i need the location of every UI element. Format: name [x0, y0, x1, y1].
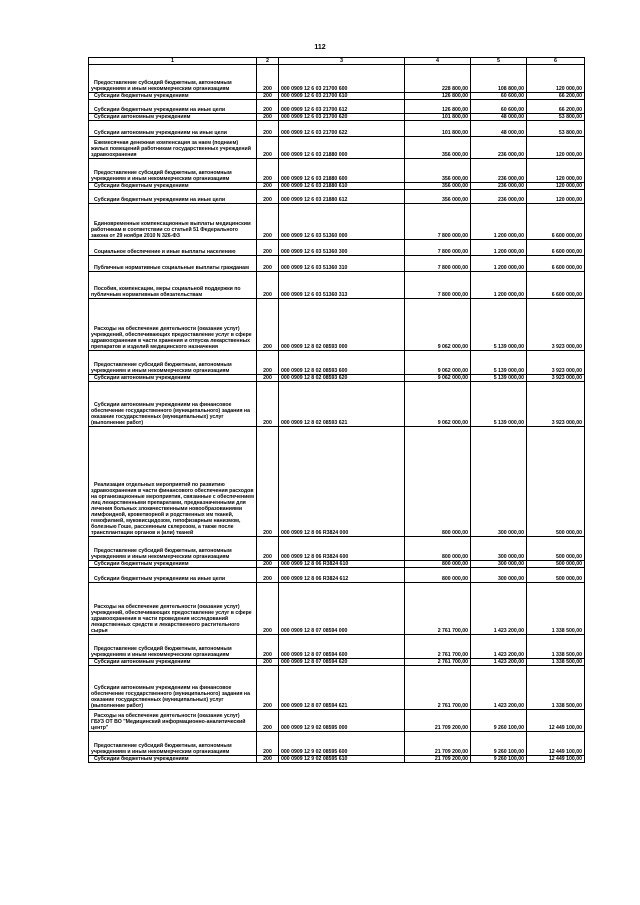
row-value-col4: 126 800,00	[405, 93, 471, 100]
table-row	[89, 190, 585, 204]
row-value-col6: 12 449 100,00	[527, 756, 585, 763]
row-value-col5: 60 600,00	[471, 100, 527, 114]
row-value-col4: 2 761 700,00	[405, 635, 471, 659]
table-row	[89, 710, 585, 732]
row-name: Предоставление субсидий бюджетным, автономным учреждениям и иным некоммерческим организациям	[89, 65, 257, 93]
table-row	[89, 537, 585, 561]
row-code: 200	[257, 666, 279, 710]
row-code: 200	[257, 121, 279, 137]
table-row	[89, 240, 585, 256]
row-value-col4: 101 800,00	[405, 114, 471, 121]
row-kbk: 000 0909 12 6 03 21700 610	[279, 93, 405, 100]
page-number: 112	[314, 44, 326, 51]
table-row	[89, 427, 585, 537]
row-value-col4: 9 062 000,00	[405, 382, 471, 427]
row-value-col4: 800 000,00	[405, 427, 471, 537]
row-value-col5: 5 139 000,00	[471, 299, 527, 351]
row-value-col6: 1 338 500,00	[527, 666, 585, 710]
row-code: 200	[257, 100, 279, 114]
table-row	[89, 183, 585, 190]
row-value-col6: 120 000,00	[527, 183, 585, 190]
row-code: 200	[257, 114, 279, 121]
row-kbk: 000 0909 12 9 02 08595 600	[279, 732, 405, 756]
header-cell: 1	[89, 58, 257, 65]
table-row	[89, 114, 585, 121]
row-code: 200	[257, 65, 279, 93]
row-value-col5: 1 423 200,00	[471, 583, 527, 635]
table-row	[89, 351, 585, 375]
row-value-col4: 356 000,00	[405, 190, 471, 204]
table-row	[89, 583, 585, 635]
row-value-col6: 3 923 000,00	[527, 351, 585, 375]
row-name: Субсидии автономным учреждениям на финансовое обеспечение государственного (муниципального) задания на оказание государственных (муниципальных) услуг (выполнение работ)	[89, 382, 257, 427]
row-value-col6: 1 338 500,00	[527, 583, 585, 635]
row-kbk: 000 0909 12 6 03 51360 313	[279, 272, 405, 299]
row-value-col5: 1 200 000,00	[471, 256, 527, 272]
row-value-col4: 800 000,00	[405, 568, 471, 583]
row-kbk: 000 0909 12 6 03 21700 622	[279, 121, 405, 137]
row-value-col6: 6 600 000,00	[527, 256, 585, 272]
table-row	[89, 568, 585, 583]
row-value-col4: 2 761 700,00	[405, 659, 471, 666]
row-value-col6: 66 200,00	[527, 93, 585, 100]
row-name: Субсидии бюджетным учреждениям	[89, 756, 257, 763]
header-cell: 2	[257, 58, 279, 65]
row-kbk: 000 0909 12 6 03 21880 610	[279, 183, 405, 190]
row-value-col6: 53 800,00	[527, 121, 585, 137]
row-value-col4: 356 000,00	[405, 183, 471, 190]
table-row	[89, 375, 585, 382]
row-name: Предоставление субсидий бюджетным, автономным учреждениям и иным некоммерческим организациям	[89, 635, 257, 659]
row-code: 200	[257, 183, 279, 190]
row-value-col5: 1 423 200,00	[471, 666, 527, 710]
row-kbk: 000 0909 12 6 03 21700 620	[279, 114, 405, 121]
row-name: Субсидии автономным учреждениям	[89, 375, 257, 382]
table-row	[89, 93, 585, 100]
row-name: Расходы на обеспечение деятельности (оказание услуг) учреждений, обеспечивающих предоставление услуг в сфере здравоохранения в части хранения и отпуска лекарственных препаратов и изделий медицинского назначения	[89, 299, 257, 351]
row-value-col4: 21 709 200,00	[405, 710, 471, 732]
table-row	[89, 159, 585, 183]
table-row	[89, 659, 585, 666]
row-value-col5: 1 423 200,00	[471, 635, 527, 659]
row-value-col6: 6 600 000,00	[527, 204, 585, 240]
row-value-col6: 120 000,00	[527, 159, 585, 183]
row-value-col6: 12 449 100,00	[527, 732, 585, 756]
row-kbk: 000 0909 12 6 03 21700 600	[279, 65, 405, 93]
row-value-col6: 12 449 100,00	[527, 710, 585, 732]
row-kbk: 000 0909 12 8 02 08593 000	[279, 299, 405, 351]
row-name: Субсидии бюджетным учреждениям на иные цели	[89, 190, 257, 204]
row-value-col5: 236 000,00	[471, 137, 527, 159]
row-name: Субсидии бюджетным учреждениям на иные цели	[89, 568, 257, 583]
row-kbk: 000 0909 12 6 03 21880 000	[279, 137, 405, 159]
row-value-col5: 236 000,00	[471, 183, 527, 190]
row-kbk: 000 0909 12 9 02 08595 000	[279, 710, 405, 732]
row-value-col5: 5 139 000,00	[471, 382, 527, 427]
row-value-col6: 3 923 000,00	[527, 299, 585, 351]
row-code: 200	[257, 137, 279, 159]
row-code: 200	[257, 756, 279, 763]
row-value-col5: 108 800,00	[471, 65, 527, 93]
row-code: 200	[257, 375, 279, 382]
table-row	[89, 65, 585, 93]
row-value-col6: 120 000,00	[527, 137, 585, 159]
row-kbk: 000 0909 12 8 06 R3824 610	[279, 561, 405, 568]
table-row	[89, 756, 585, 763]
row-kbk: 000 0909 12 8 07 08594 621	[279, 666, 405, 710]
row-value-col6: 66 200,00	[527, 100, 585, 114]
table-row	[89, 635, 585, 659]
row-value-col5: 300 000,00	[471, 561, 527, 568]
row-code: 200	[257, 732, 279, 756]
row-value-col5: 5 139 000,00	[471, 375, 527, 382]
row-name: Расходы на обеспечение деятельности (оказание услуг) ГБУЗ ОТ ВО "Медицинский информационно-аналитический центр"	[89, 710, 257, 732]
row-value-col6: 120 000,00	[527, 65, 585, 93]
row-name: Субсидии бюджетным учреждениям	[89, 93, 257, 100]
row-kbk: 000 0909 12 8 07 08594 000	[279, 583, 405, 635]
row-kbk: 000 0909 12 8 02 08593 620	[279, 375, 405, 382]
row-kbk: 000 0909 12 6 03 21700 612	[279, 100, 405, 114]
row-value-col4: 9 062 000,00	[405, 299, 471, 351]
row-value-col6: 1 338 500,00	[527, 659, 585, 666]
row-name: Единовременные компенсационные выплаты медицинским работникам в соответствии со статьей 51 Федерального закона от 29 ноября 2010 N 326-ФЗ	[89, 204, 257, 240]
row-code: 200	[257, 382, 279, 427]
row-value-col4: 126 800,00	[405, 100, 471, 114]
row-name: Расходы на обеспечение деятельности (оказание услуг) учреждений, обеспечивающих предоставление услуг в сфере здравоохранения в части проведения исследований лекарственных средств и лекарственного растительного сырья	[89, 583, 257, 635]
row-name: Субсидии бюджетным учреждениям	[89, 561, 257, 568]
table-row	[89, 272, 585, 299]
row-value-col4: 7 800 000,00	[405, 240, 471, 256]
row-code: 200	[257, 568, 279, 583]
row-value-col4: 7 800 000,00	[405, 272, 471, 299]
table-row	[89, 299, 585, 351]
row-value-col5: 5 139 000,00	[471, 351, 527, 375]
row-value-col4: 7 800 000,00	[405, 256, 471, 272]
row-name: Субсидии автономным учреждениям	[89, 114, 257, 121]
row-value-col5: 9 260 100,00	[471, 732, 527, 756]
table-row	[89, 666, 585, 710]
row-kbk: 000 0909 12 8 06 R3824 000	[279, 427, 405, 537]
row-code: 200	[257, 256, 279, 272]
row-kbk: 000 0909 12 8 02 08593 621	[279, 382, 405, 427]
row-name: Предоставление субсидий бюджетным, автономным учреждениям и иным некоммерческим организациям	[89, 351, 257, 375]
row-value-col5: 9 260 100,00	[471, 710, 527, 732]
table-row	[89, 121, 585, 137]
row-kbk: 000 0909 12 9 02 08595 610	[279, 756, 405, 763]
header-cell: 4	[405, 58, 471, 65]
row-value-col6: 6 600 000,00	[527, 272, 585, 299]
row-value-col4: 2 761 700,00	[405, 666, 471, 710]
table-row	[89, 204, 585, 240]
row-kbk: 000 0909 12 8 06 R3824 600	[279, 537, 405, 561]
row-kbk: 000 0909 12 6 03 51360 000	[279, 204, 405, 240]
row-name: Предоставление субсидий бюджетным, автономным учреждениям и иным некоммерческим организациям	[89, 537, 257, 561]
row-code: 200	[257, 190, 279, 204]
row-value-col4: 2 761 700,00	[405, 583, 471, 635]
row-value-col4: 356 000,00	[405, 159, 471, 183]
row-name: Предоставление субсидий бюджетным, автономным учреждениям и иным некоммерческим организациям	[89, 159, 257, 183]
row-value-col6: 120 000,00	[527, 190, 585, 204]
row-value-col6: 3 923 000,00	[527, 375, 585, 382]
row-value-col4: 9 062 000,00	[405, 351, 471, 375]
table-row	[89, 561, 585, 568]
row-value-col5: 60 600,00	[471, 93, 527, 100]
row-name: Предоставление субсидий бюджетным, автономным учреждениям и иным некоммерческим организациям	[89, 732, 257, 756]
row-kbk: 000 0909 12 6 03 21880 600	[279, 159, 405, 183]
row-code: 200	[257, 93, 279, 100]
row-code: 200	[257, 427, 279, 537]
row-name: Субсидии автономным учреждениям	[89, 659, 257, 666]
row-code: 200	[257, 240, 279, 256]
row-name: Субсидии автономным учреждениям на иные цели	[89, 121, 257, 137]
row-value-col5: 48 000,00	[471, 114, 527, 121]
row-value-col4: 9 062 000,00	[405, 375, 471, 382]
row-kbk: 000 0909 12 6 03 21880 612	[279, 190, 405, 204]
row-name: Реализация отдельных мероприятий по развитию здравоохранения в части финансового обеспечения расходов на организационные мероприятия, связанные с обеспечением лиц лекарственными препаратами, предназначенными для лечения больных злокачественными новообразованиями лимфоидной, кроветворной и родственных им тканей, гемофилией, муковисцидозом, гипофизарным нанизмом, болезнью Гоше, рассеянным склерозом, а также после трансплантации органов и (или) тканей	[89, 427, 257, 537]
row-code: 200	[257, 159, 279, 183]
row-name: Социальное обеспечение и иные выплаты населению	[89, 240, 257, 256]
row-value-col5: 236 000,00	[471, 190, 527, 204]
row-value-col5: 236 000,00	[471, 159, 527, 183]
row-kbk: 000 0909 12 8 06 R3824 612	[279, 568, 405, 583]
header-cell: 6	[527, 58, 585, 65]
table-row	[89, 256, 585, 272]
row-value-col4: 7 800 000,00	[405, 204, 471, 240]
row-name: Публичные нормативные социальные выплаты гражданам	[89, 256, 257, 272]
row-value-col6: 500 000,00	[527, 427, 585, 537]
row-code: 200	[257, 351, 279, 375]
row-kbk: 000 0909 12 6 03 51360 300	[279, 240, 405, 256]
row-name: Пособия, компенсации, меры социальной поддержки по публичным нормативным обязательствам	[89, 272, 257, 299]
row-value-col4: 21 709 200,00	[405, 756, 471, 763]
row-code: 200	[257, 537, 279, 561]
row-value-col4: 800 000,00	[405, 561, 471, 568]
row-kbk: 000 0909 12 8 02 08593 600	[279, 351, 405, 375]
row-value-col4: 101 800,00	[405, 121, 471, 137]
row-value-col5: 1 200 000,00	[471, 204, 527, 240]
row-value-col5: 1 423 200,00	[471, 659, 527, 666]
row-name: Ежемесячная денежная компенсация за наем (поднаем) жилых помещений работникам государственных учреждений здравоохранения	[89, 137, 257, 159]
row-value-col5: 300 000,00	[471, 427, 527, 537]
budget-table	[88, 57, 585, 763]
row-value-col5: 9 260 100,00	[471, 756, 527, 763]
row-value-col5: 48 000,00	[471, 121, 527, 137]
table-row	[89, 137, 585, 159]
row-code: 200	[257, 561, 279, 568]
row-name: Субсидии автономным учреждениям на финансовое обеспечение государственного (муниципального) задания на оказание государственных (муниципальных) услуг (выполнение работ)	[89, 666, 257, 710]
row-value-col4: 356 000,00	[405, 137, 471, 159]
header-cell: 5	[471, 58, 527, 65]
table-row	[89, 382, 585, 427]
row-value-col5: 1 200 000,00	[471, 272, 527, 299]
row-kbk: 000 0909 12 6 03 51360 310	[279, 256, 405, 272]
row-value-col6: 6 600 000,00	[527, 240, 585, 256]
row-value-col6: 3 923 000,00	[527, 382, 585, 427]
table-row	[89, 732, 585, 756]
row-name: Субсидии бюджетным учреждениям на иные цели	[89, 100, 257, 114]
row-code: 200	[257, 583, 279, 635]
header-row	[89, 58, 585, 65]
row-code: 200	[257, 299, 279, 351]
row-value-col6: 1 338 500,00	[527, 635, 585, 659]
table-row	[89, 100, 585, 114]
row-value-col5: 300 000,00	[471, 568, 527, 583]
header-cell: 3	[279, 58, 405, 65]
row-code: 200	[257, 635, 279, 659]
row-value-col6: 500 000,00	[527, 561, 585, 568]
row-value-col6: 500 000,00	[527, 537, 585, 561]
row-value-col6: 53 800,00	[527, 114, 585, 121]
row-value-col5: 300 000,00	[471, 537, 527, 561]
row-code: 200	[257, 272, 279, 299]
row-code: 200	[257, 710, 279, 732]
row-kbk: 000 0909 12 8 07 08594 600	[279, 635, 405, 659]
row-name: Субсидии бюджетным учреждениям	[89, 183, 257, 190]
row-value-col5: 1 200 000,00	[471, 240, 527, 256]
row-kbk: 000 0909 12 8 07 08594 620	[279, 659, 405, 666]
row-value-col6: 500 000,00	[527, 568, 585, 583]
row-value-col4: 21 709 200,00	[405, 732, 471, 756]
row-value-col4: 800 000,00	[405, 537, 471, 561]
row-code: 200	[257, 659, 279, 666]
row-value-col4: 228 800,00	[405, 65, 471, 93]
row-code: 200	[257, 204, 279, 240]
